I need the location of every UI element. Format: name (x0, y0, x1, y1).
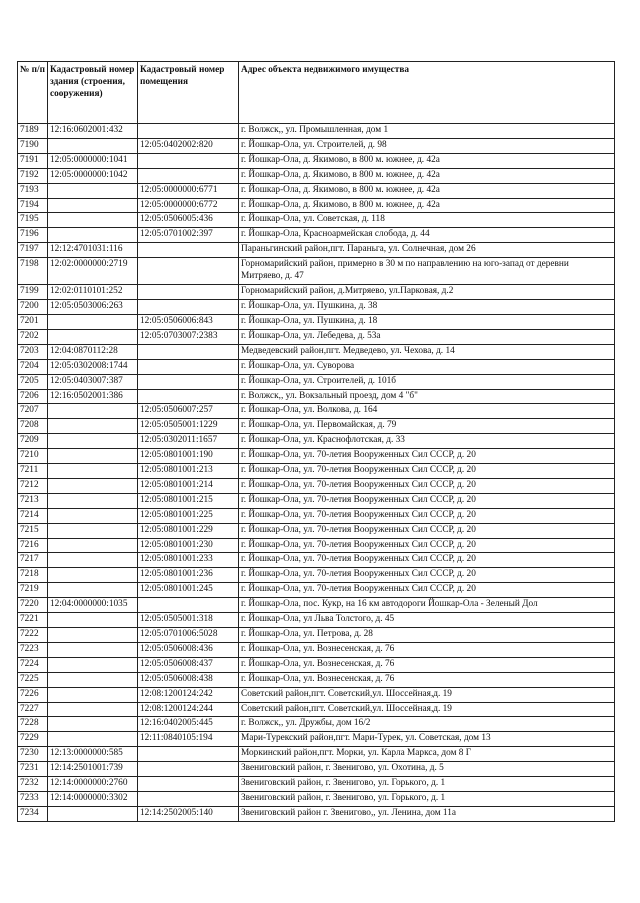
premises-cadastral-number: 12:16:0402005:445 (138, 717, 239, 732)
table-row (18, 434, 615, 449)
address-cell: г. Йошкар-Ола, ул. 70-летия Вооруженных Сил СССР, д. 20 (239, 538, 615, 553)
address-cell: г. Йошкар-Ола, д. Якимово, в 800 м. южнее, д. 42а (239, 198, 615, 213)
building-cadastral-number (48, 613, 138, 628)
table-row (18, 538, 615, 553)
table-row (18, 198, 615, 213)
table-row (18, 657, 615, 672)
table-row (18, 359, 615, 374)
address-cell: г. Йошкар-Ола, ул. Вознесенская, д. 76 (239, 642, 615, 657)
row-number: 7219 (18, 583, 48, 598)
address-cell: г. Йошкар-Ола, ул. 70-летия Вооруженных Сил СССР, д. 20 (239, 449, 615, 464)
premises-cadastral-number: 12:14:2502005:140 (138, 806, 239, 821)
row-number: 7225 (18, 672, 48, 687)
table-row (18, 243, 615, 258)
premises-cadastral-number: 12:05:0801001:215 (138, 493, 239, 508)
address-cell: г. Йошкар-Ола, ул. Лебедева, д. 53а (239, 329, 615, 344)
premises-cadastral-number (138, 791, 239, 806)
row-number: 7206 (18, 389, 48, 404)
premises-cadastral-number (138, 777, 239, 792)
row-number: 7213 (18, 493, 48, 508)
address-cell: г. Йошкар-Ола, пос. Кукр, на 16 км автодороги Йошкар-Ола - Зеленый Дол (239, 598, 615, 613)
row-number: 7230 (18, 747, 48, 762)
table-row (18, 419, 615, 434)
table-row (18, 777, 615, 792)
address-cell: г. Йошкар-Ола, ул. 70-летия Вооруженных Сил СССР, д. 20 (239, 583, 615, 598)
premises-cadastral-number (138, 359, 239, 374)
row-number: 7191 (18, 153, 48, 168)
address-cell: г. Йошкар-Ола, ул. Краснофлотская, д. 33 (239, 434, 615, 449)
address-cell: Советский район,пгт. Советский,ул. Шоссейная,д. 19 (239, 687, 615, 702)
building-cadastral-number (48, 568, 138, 583)
row-number: 7192 (18, 168, 48, 183)
address-cell: Медведевский район,пгт. Медведево, ул. Чехова, д. 14 (239, 344, 615, 359)
row-number: 7208 (18, 419, 48, 434)
row-number: 7232 (18, 777, 48, 792)
row-number: 7224 (18, 657, 48, 672)
row-number: 7207 (18, 404, 48, 419)
address-cell: г. Волжск,, ул. Дружбы, дом 16/2 (239, 717, 615, 732)
table-row (18, 628, 615, 643)
address-cell: г. Йошкар-Ола, ул. Пушкина, д. 38 (239, 300, 615, 315)
address-cell: Моркинский район,пгт. Морки, ул. Карла Маркса, дом 8 Г (239, 747, 615, 762)
address-cell: Звениговский район, г. Звенигово, ул. Горького, д. 1 (239, 791, 615, 806)
row-number: 7205 (18, 374, 48, 389)
address-cell: г. Йошкар-Ола, ул. 70-летия Вооруженных Сил СССР, д. 20 (239, 464, 615, 479)
address-cell: г. Йошкар-Ола, ул. Строителей, д. 98 (239, 138, 615, 153)
address-cell: г. Йошкар-Ола, Красноармейская слобода, д. 44 (239, 228, 615, 243)
building-cadastral-number: 12:05:0503006:263 (48, 300, 138, 315)
table-row (18, 687, 615, 702)
table-row (18, 613, 615, 628)
premises-cadastral-number: 12:05:0506007:257 (138, 404, 239, 419)
row-number: 7203 (18, 344, 48, 359)
premises-cadastral-number: 12:05:0703007:2383 (138, 329, 239, 344)
address-cell: Звениговский район, г. Звенигово, ул. Охотина, д. 5 (239, 762, 615, 777)
row-number: 7234 (18, 806, 48, 821)
address-cell: г. Йошкар-Ола, ул. Вознесенская, д. 76 (239, 657, 615, 672)
address-cell: г. Йошкар-Ола, ул. 70-летия Вооруженных Сил СССР, д. 20 (239, 493, 615, 508)
building-cadastral-number (48, 419, 138, 434)
premises-cadastral-number (138, 153, 239, 168)
address-cell: г. Йошкар-Ола, ул. 70-летия Вооруженных Сил СССР, д. 20 (239, 523, 615, 538)
premises-cadastral-number (138, 300, 239, 315)
premises-cadastral-number: 12:05:0801001:213 (138, 464, 239, 479)
table-row (18, 314, 615, 329)
address-cell: г. Йошкар-Ола, ул. Волкова, д. 164 (239, 404, 615, 419)
premises-cadastral-number (138, 747, 239, 762)
building-cadastral-number (48, 508, 138, 523)
premises-cadastral-number: 12:05:0801001:229 (138, 523, 239, 538)
premises-cadastral-number: 12:05:0506008:436 (138, 642, 239, 657)
table-row (18, 583, 615, 598)
building-cadastral-number: 12:04:0000000:1035 (48, 598, 138, 613)
building-cadastral-number (48, 228, 138, 243)
registry-table (17, 61, 615, 822)
building-cadastral-number (48, 329, 138, 344)
address-cell: г. Йошкар-Ола, ул. Советская, д. 118 (239, 213, 615, 228)
premises-cadastral-number (138, 389, 239, 404)
building-cadastral-number (48, 806, 138, 821)
building-cadastral-number: 12:16:0602001:432 (48, 124, 138, 139)
table-row (18, 213, 615, 228)
row-number: 7202 (18, 329, 48, 344)
table-row (18, 404, 615, 419)
premises-cadastral-number (138, 374, 239, 389)
address-cell: г. Йошкар-Ола, ул. 70-летия Вооруженных Сил СССР, д. 20 (239, 553, 615, 568)
address-cell: г. Йошкар-Ола, ул. Пушкина, д. 18 (239, 314, 615, 329)
premises-cadastral-number: 12:08:1200124:244 (138, 702, 239, 717)
premises-cadastral-number (138, 762, 239, 777)
premises-cadastral-number: 12:05:0801001:245 (138, 583, 239, 598)
building-cadastral-number (48, 198, 138, 213)
table-row (18, 124, 615, 139)
building-cadastral-number (48, 583, 138, 598)
table-row (18, 344, 615, 359)
table-row (18, 449, 615, 464)
table-row (18, 285, 615, 300)
building-cadastral-number (48, 434, 138, 449)
table-row (18, 672, 615, 687)
premises-cadastral-number (138, 285, 239, 300)
building-cadastral-number: 12:02:0000000:2719 (48, 258, 138, 285)
table-row (18, 153, 615, 168)
row-number: 7231 (18, 762, 48, 777)
premises-cadastral-number: 12:05:0506005:436 (138, 213, 239, 228)
row-number: 7200 (18, 300, 48, 315)
premises-cadastral-number (138, 258, 239, 285)
row-number: 7226 (18, 687, 48, 702)
row-number: 7215 (18, 523, 48, 538)
premises-cadastral-number: 12:05:0402002:820 (138, 138, 239, 153)
premises-cadastral-number (138, 168, 239, 183)
building-cadastral-number: 12:05:0000000:1041 (48, 153, 138, 168)
premises-cadastral-number: 12:05:0701006:5028 (138, 628, 239, 643)
building-cadastral-number (48, 687, 138, 702)
table-row (18, 717, 615, 732)
row-number: 7189 (18, 124, 48, 139)
address-cell: г. Йошкар-Ола, ул. Вознесенская, д. 76 (239, 672, 615, 687)
premises-cadastral-number: 12:05:0801001:233 (138, 553, 239, 568)
table-row (18, 568, 615, 583)
building-cadastral-number: 12:14:2501001:739 (48, 762, 138, 777)
premises-cadastral-number: 12:05:0701002:397 (138, 228, 239, 243)
row-number: 7214 (18, 508, 48, 523)
table-row (18, 374, 615, 389)
address-cell: г. Йошкар-Ола, д. Якимово, в 800 м. южнее, д. 42а (239, 168, 615, 183)
premises-cadastral-number: 12:05:0505001:318 (138, 613, 239, 628)
premises-cadastral-number: 12:05:0506008:437 (138, 657, 239, 672)
premises-cadastral-number: 12:05:0505001:1229 (138, 419, 239, 434)
table-row (18, 732, 615, 747)
address-cell: Звениговский район г. Звенигово,, ул. Ленина, дом 11а (239, 806, 615, 821)
row-number: 7212 (18, 478, 48, 493)
table-row (18, 228, 615, 243)
row-number: 7221 (18, 613, 48, 628)
row-number: 7210 (18, 449, 48, 464)
building-cadastral-number (48, 478, 138, 493)
premises-cadastral-number: 12:05:0506008:438 (138, 672, 239, 687)
table-row (18, 806, 615, 821)
premises-cadastral-number (138, 344, 239, 359)
address-cell: г. Йошкар-Ола, ул. 70-летия Вооруженных Сил СССР, д. 20 (239, 508, 615, 523)
row-number: 7223 (18, 642, 48, 657)
premises-cadastral-number: 12:05:0801001:236 (138, 568, 239, 583)
row-number: 7193 (18, 183, 48, 198)
premises-cadastral-number: 12:05:0000000:6772 (138, 198, 239, 213)
row-number: 7222 (18, 628, 48, 643)
row-number: 7199 (18, 285, 48, 300)
building-cadastral-number (48, 523, 138, 538)
building-cadastral-number (48, 183, 138, 198)
header-address: Адрес объекта недвижимого имущества (239, 62, 615, 124)
table-row (18, 329, 615, 344)
premises-cadastral-number: 12:05:0801001:230 (138, 538, 239, 553)
row-number: 7195 (18, 213, 48, 228)
premises-cadastral-number: 12:11:0840105:194 (138, 732, 239, 747)
table-row (18, 478, 615, 493)
building-cadastral-number (48, 138, 138, 153)
building-cadastral-number (48, 702, 138, 717)
address-cell: г. Йошкар-Ола, ул Льва Толстого, д. 45 (239, 613, 615, 628)
address-cell: Горномарийский район, примерно в 30 м по направлению на юго-запад от деревни Митряево, д. 47 (239, 258, 615, 285)
building-cadastral-number (48, 628, 138, 643)
building-cadastral-number (48, 314, 138, 329)
building-cadastral-number (48, 404, 138, 419)
table-row (18, 762, 615, 777)
row-number: 7201 (18, 314, 48, 329)
address-cell: г. Йошкар-Ола, ул. 70-летия Вооруженных Сил СССР, д. 20 (239, 478, 615, 493)
building-cadastral-number: 12:05:0000000:1042 (48, 168, 138, 183)
building-cadastral-number (48, 717, 138, 732)
building-cadastral-number (48, 553, 138, 568)
building-cadastral-number: 12:02:0110101:252 (48, 285, 138, 300)
building-cadastral-number (48, 672, 138, 687)
row-number: 7216 (18, 538, 48, 553)
building-cadastral-number (48, 538, 138, 553)
building-cadastral-number (48, 493, 138, 508)
premises-cadastral-number: 12:05:0000000:6771 (138, 183, 239, 198)
building-cadastral-number: 12:14:0000000:3302 (48, 791, 138, 806)
address-cell: Советский район,пгт. Советский,ул. Шоссейная,д. 19 (239, 702, 615, 717)
header-num: № п/п (18, 62, 48, 124)
table-row (18, 598, 615, 613)
row-number: 7194 (18, 198, 48, 213)
table-row (18, 747, 615, 762)
table-row (18, 642, 615, 657)
table-row (18, 523, 615, 538)
building-cadastral-number: 12:05:0302008:1744 (48, 359, 138, 374)
address-cell: г. Йошкар-Ола, ул. Суворова (239, 359, 615, 374)
building-cadastral-number: 12:04:0870112:28 (48, 344, 138, 359)
premises-cadastral-number (138, 598, 239, 613)
address-cell: г. Йошкар-Ола, ул. Строителей, д. 101б (239, 374, 615, 389)
table-row (18, 702, 615, 717)
building-cadastral-number: 12:05:0403007:387 (48, 374, 138, 389)
premises-cadastral-number: 12:05:0302011:1657 (138, 434, 239, 449)
row-number: 7229 (18, 732, 48, 747)
address-cell: г. Йошкар-Ола, д. Якимово, в 800 м. южнее, д. 42а (239, 183, 615, 198)
table-row (18, 389, 615, 404)
premises-cadastral-number: 12:05:0506006:843 (138, 314, 239, 329)
building-cadastral-number: 12:12:4701031:116 (48, 243, 138, 258)
address-cell: г. Йошкар-Ола, ул. Петрова, д. 28 (239, 628, 615, 643)
row-number: 7197 (18, 243, 48, 258)
premises-cadastral-number: 12:05:0801001:214 (138, 478, 239, 493)
building-cadastral-number: 12:14:0000000:2760 (48, 777, 138, 792)
address-cell: Горномарийский район, д.Митряево, ул.Парковая, д.2 (239, 285, 615, 300)
building-cadastral-number (48, 464, 138, 479)
building-cadastral-number (48, 449, 138, 464)
row-number: 7218 (18, 568, 48, 583)
row-number: 7204 (18, 359, 48, 374)
building-cadastral-number: 12:16:0502001:386 (48, 389, 138, 404)
row-number: 7196 (18, 228, 48, 243)
premises-cadastral-number (138, 243, 239, 258)
premises-cadastral-number (138, 124, 239, 139)
table-body (18, 124, 615, 822)
building-cadastral-number (48, 213, 138, 228)
row-number: 7209 (18, 434, 48, 449)
address-cell: Звениговский район, г. Звенигово, ул. Горького, д. 1 (239, 777, 615, 792)
table-row (18, 168, 615, 183)
row-number: 7217 (18, 553, 48, 568)
building-cadastral-number (48, 657, 138, 672)
row-number: 7198 (18, 258, 48, 285)
premises-cadastral-number: 12:08:1200124:242 (138, 687, 239, 702)
address-cell: г. Волжск,, ул. Промышленная, дом 1 (239, 124, 615, 139)
table-header (18, 62, 615, 124)
table-row (18, 183, 615, 198)
address-cell: г. Волжск,, ул. Вокзальный проезд, дом 4 "б" (239, 389, 615, 404)
table-row (18, 493, 615, 508)
row-number: 7227 (18, 702, 48, 717)
premises-cadastral-number: 12:05:0801001:225 (138, 508, 239, 523)
table-row (18, 508, 615, 523)
table-row (18, 300, 615, 315)
row-number: 7211 (18, 464, 48, 479)
table-row (18, 138, 615, 153)
header-premises-cadastral: Кадастровый номер помещения (138, 62, 239, 124)
building-cadastral-number (48, 732, 138, 747)
building-cadastral-number (48, 642, 138, 657)
address-cell: Параньгинский район,пгт. Параньга, ул. Солнечная, дом 26 (239, 243, 615, 258)
table-row (18, 791, 615, 806)
table-row (18, 553, 615, 568)
row-number: 7228 (18, 717, 48, 732)
address-cell: г. Йошкар-Ола, ул. 70-летия Вооруженных Сил СССР, д. 20 (239, 568, 615, 583)
premises-cadastral-number: 12:05:0801001:190 (138, 449, 239, 464)
row-number: 7233 (18, 791, 48, 806)
row-number: 7220 (18, 598, 48, 613)
table-row (18, 464, 615, 479)
row-number: 7190 (18, 138, 48, 153)
header-building-cadastral: Кадастровый номер здания (строения, сооружения) (48, 62, 138, 124)
table-row (18, 258, 615, 285)
address-cell: Мари-Турекский район,пгт. Мари-Турек, ул. Советская, дом 13 (239, 732, 615, 747)
building-cadastral-number: 12:13:0000000:585 (48, 747, 138, 762)
address-cell: г. Йошкар-Ола, ул. Первомайская, д. 79 (239, 419, 615, 434)
address-cell: г. Йошкар-Ола, д. Якимово, в 800 м. южнее, д. 42а (239, 153, 615, 168)
